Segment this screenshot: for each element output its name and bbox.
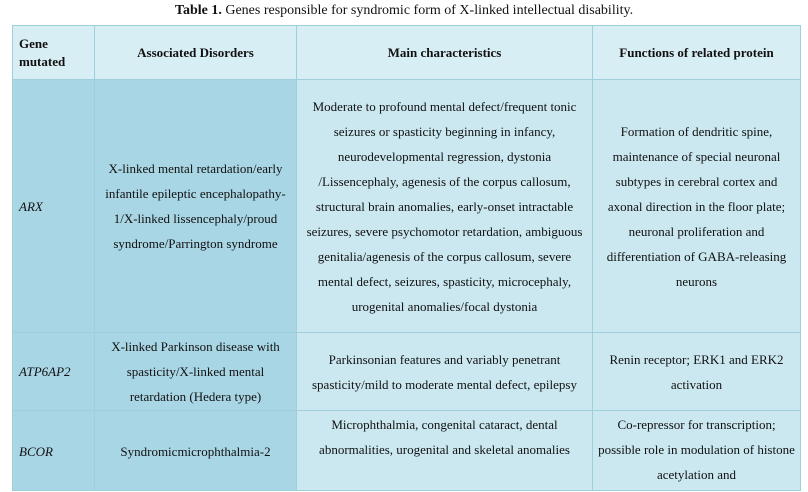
genes-table bbox=[12, 25, 801, 491]
gene-cell: ATP6AP2 bbox=[13, 333, 95, 411]
characteristics-cell: Moderate to profound mental defect/frequent tonic seizures or spasticity beginning in infancy, neurodevelopmental regression, dystonia /Lissencephaly, agenesis of the corpus callosum, structural brain anomalies, early-onset intractable seizures, severe psychomotor retardation, ambiguous genitalia/agenesis of the corpus callosum, severe mental defect, seizures, spasticity, microcephaly, urogenital anomalies/focal dystonia bbox=[297, 80, 593, 333]
functions-cell: Co-repressor for transcription; possible role in modulation of histone acetylation and bbox=[593, 411, 801, 491]
functions-cell: Renin receptor; ERK1 and ERK2 activation bbox=[593, 333, 801, 411]
header-gene-mutated: Gene mutated bbox=[13, 26, 95, 80]
characteristics-cell: Microphthalmia, congenital cataract, dental abnormalities, urogenital and skeletal anomalies bbox=[297, 411, 593, 491]
header-functions: Functions of related protein bbox=[593, 26, 801, 80]
disorders-cell: X-linked Parkinson disease with spasticity/X-linked mental retardation (Hedera type) bbox=[95, 333, 297, 411]
caption-label: Table 1. bbox=[174, 3, 222, 18]
characteristics-cell: Parkinsonian features and variably penetrant spasticity/mild to moderate mental defect, epilepsy bbox=[297, 333, 593, 411]
gene-cell: BCOR bbox=[13, 411, 95, 491]
table-row bbox=[13, 333, 801, 411]
header-associated-disorders: Associated Disorders bbox=[95, 26, 297, 80]
table-header-row bbox=[13, 26, 801, 80]
header-main-characteristics: Main characteristics bbox=[297, 26, 593, 80]
disorders-cell: X-linked mental retardation/early infantile epileptic encephalopathy-1/X-linked lissencephaly/proud syndrome/Parrington syndrome bbox=[95, 80, 297, 333]
table-row bbox=[13, 80, 801, 333]
caption-text: Genes responsible for syndromic form of X-linked intellectual disability. bbox=[225, 3, 634, 18]
table-row bbox=[13, 411, 801, 491]
table-caption bbox=[0, 2, 808, 20]
functions-cell: Formation of dendritic spine, maintenance of special neuronal subtypes in cerebral cortex and axonal direction in the floor plate; neuronal proliferation and differentiation of GABA-releasing neurons bbox=[593, 80, 801, 333]
disorders-cell: Syndromicmicrophthalmia-2 bbox=[95, 411, 297, 491]
gene-cell: ARX bbox=[13, 80, 95, 333]
